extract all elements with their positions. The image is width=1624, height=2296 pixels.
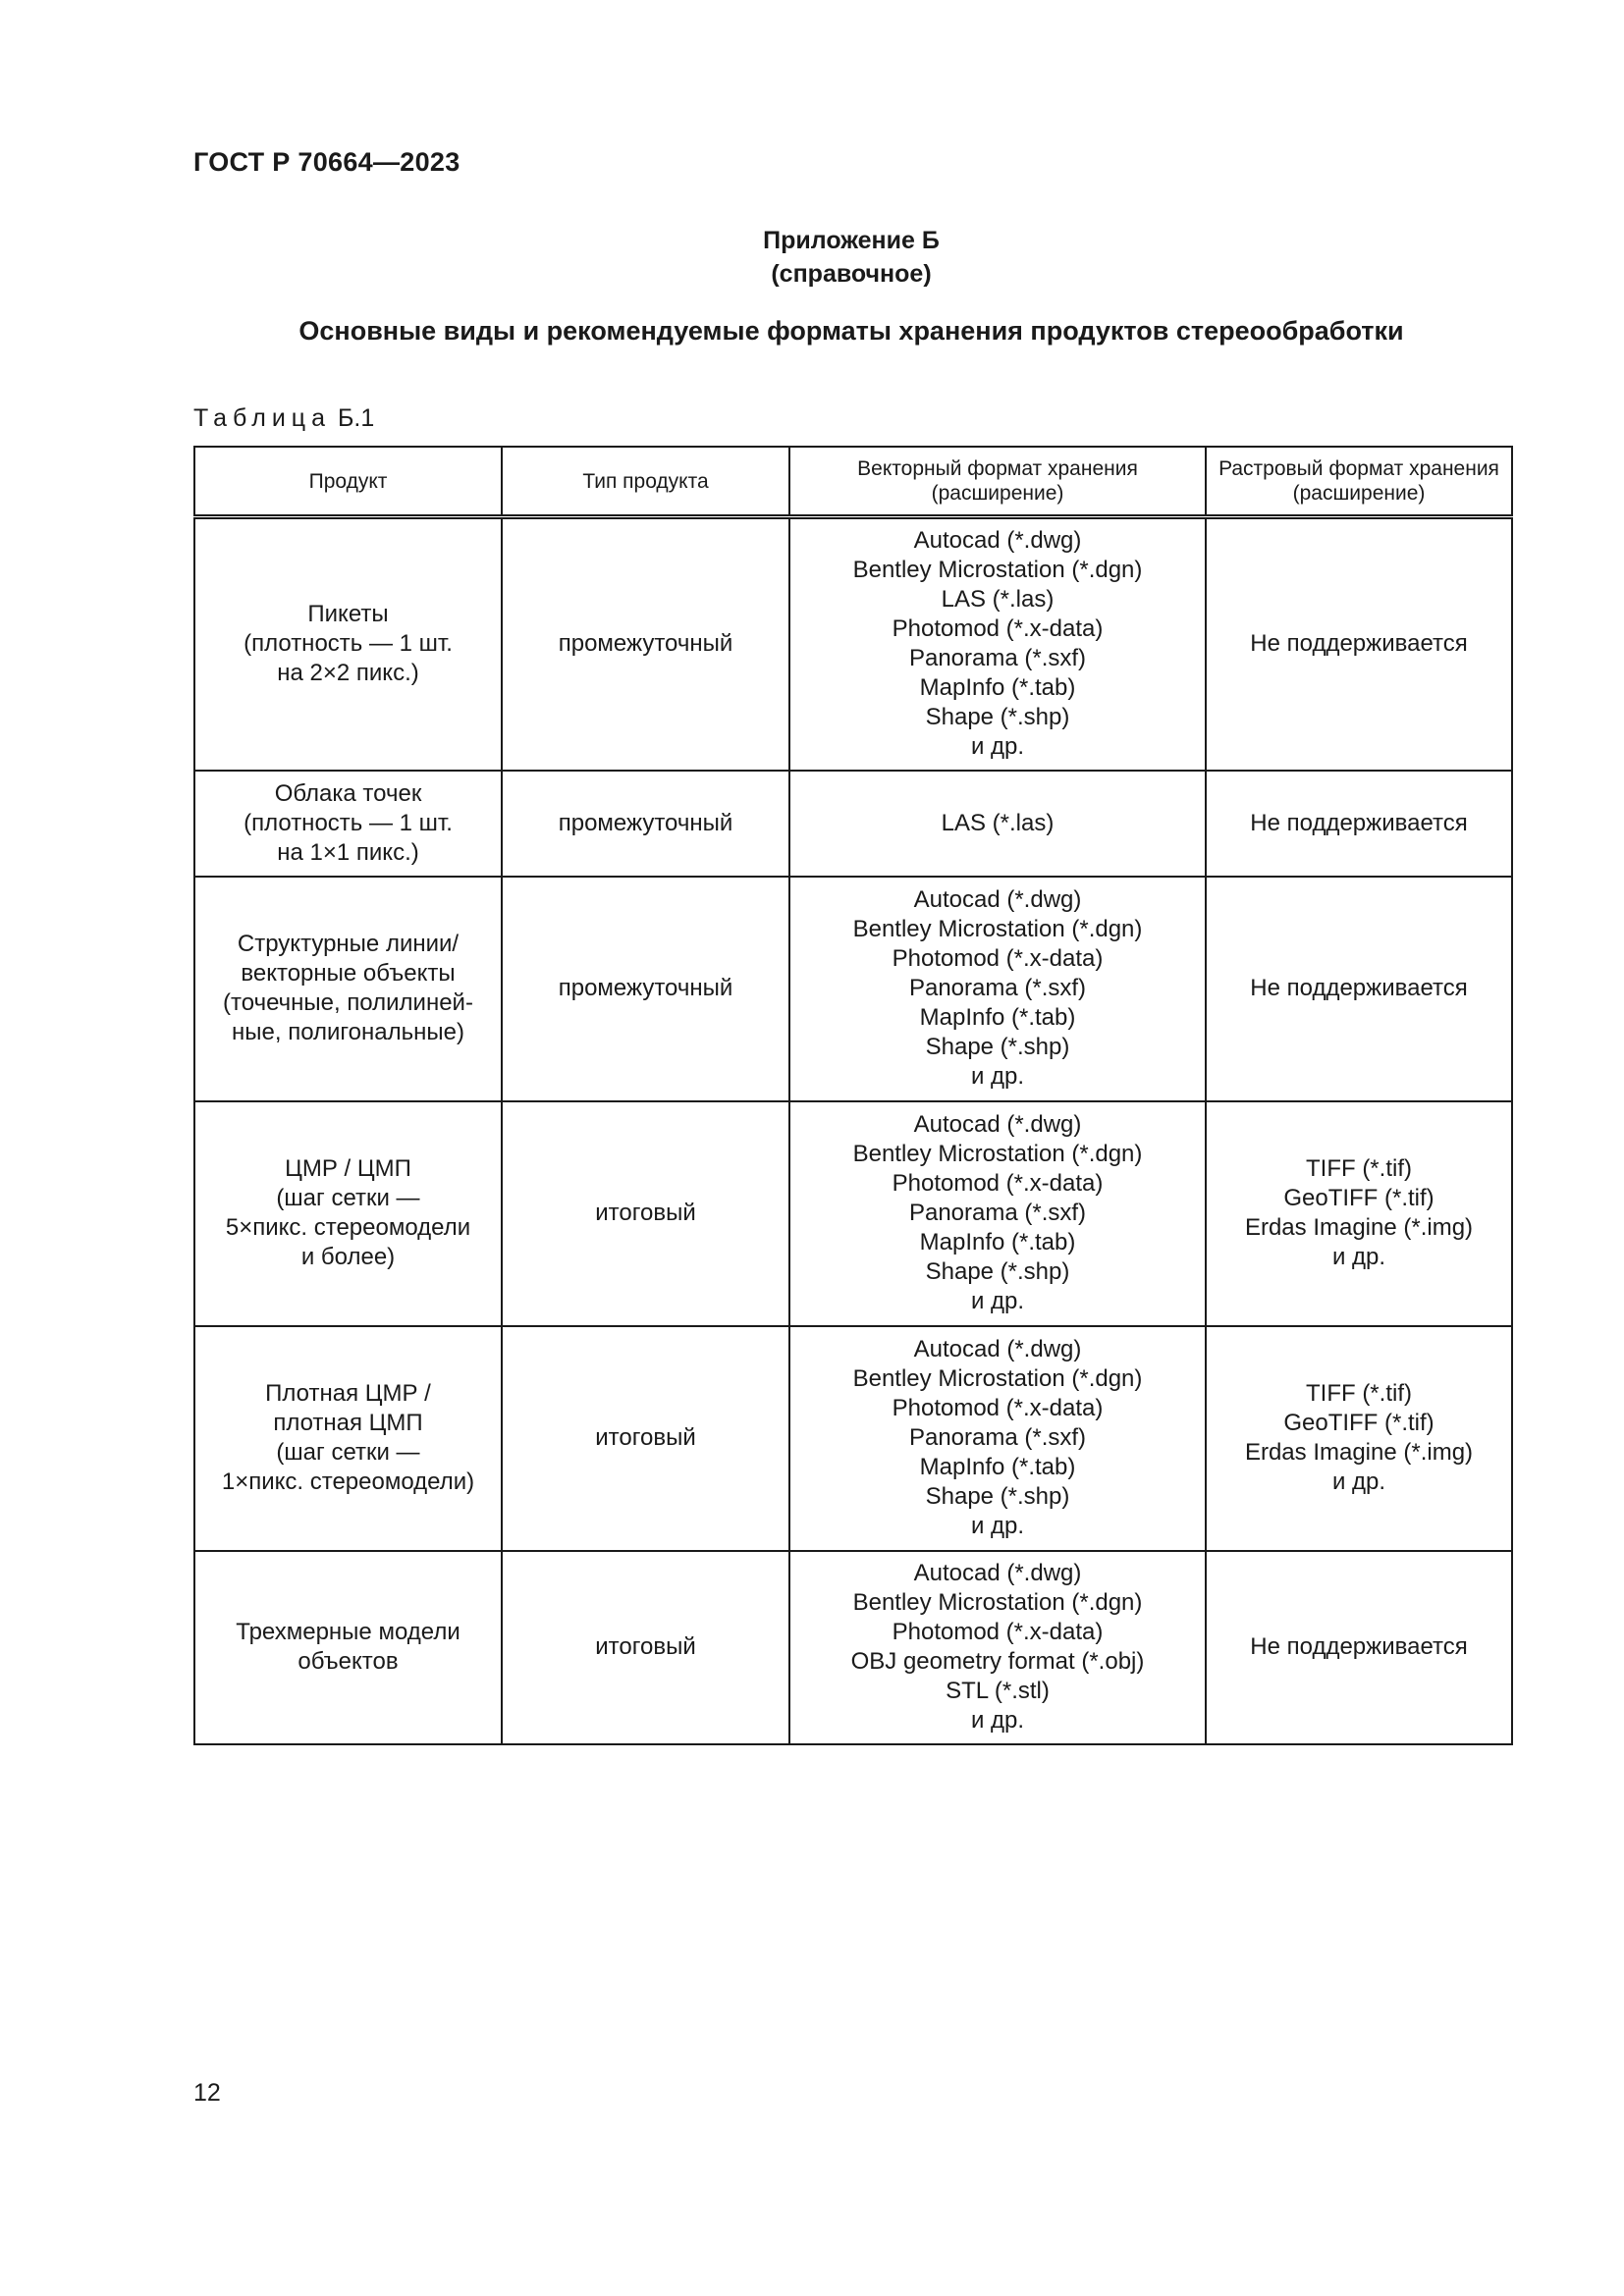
cell-vector [789, 1326, 1206, 1551]
cell-product [194, 771, 502, 877]
cell-vector-line: и др. [970, 1513, 1025, 1539]
cell-vector-line: Panorama (*.sxf) [908, 1200, 1087, 1226]
document-code: ГОСТ Р 70664—2023 [193, 147, 460, 177]
cell-vector-line: MapInfo (*.tab) [919, 1229, 1076, 1255]
cell-vector-line: и др. [970, 1288, 1025, 1314]
cell-product [194, 1326, 502, 1551]
table-caption [193, 404, 374, 433]
cell-vector-line: Shape (*.shp) [925, 1483, 1070, 1510]
table-row [194, 771, 1512, 877]
table-row [194, 1326, 1512, 1551]
cell-vector-line: Photomod (*.x-data) [892, 1619, 1104, 1645]
cell-vector-line: и др. [970, 1707, 1025, 1734]
cell-raster-line: TIFF (*.tif) [1306, 1155, 1412, 1182]
cell-vector-line: Bentley Microstation (*.dgn) [852, 1141, 1143, 1167]
cell-raster [1206, 771, 1512, 877]
table-row [194, 1551, 1512, 1744]
cell-raster-line: GeoTIFF (*.tif) [1283, 1185, 1435, 1211]
cell-vector-line: Panorama (*.sxf) [908, 975, 1087, 1001]
table-caption-word: Таблица [193, 404, 332, 432]
cell-raster [1206, 877, 1512, 1101]
cell-raster-line: Не поддерживается [1250, 630, 1468, 658]
cell-type: итоговый [502, 1551, 789, 1744]
cell-vector-line: MapInfo (*.tab) [919, 1004, 1076, 1031]
cell-raster [1206, 1551, 1512, 1744]
column-header-vector: Векторный формат хранения (расширение) [789, 447, 1206, 517]
column-header-type: Тип продукта [502, 447, 789, 517]
cell-raster-line: Не поддерживается [1250, 1633, 1468, 1660]
cell-product-line: (точечные, полилиней- [223, 989, 473, 1016]
cell-raster-line: Erdas Imagine (*.img) [1244, 1214, 1474, 1241]
cell-product-line: Плотная ЦМР / [265, 1380, 431, 1407]
table-row [194, 877, 1512, 1101]
cell-vector-line: LAS (*.las) [941, 586, 1055, 614]
cell-vector-line: OBJ geometry format (*.obj) [850, 1648, 1145, 1675]
cell-product-line: плотная ЦМП [273, 1410, 423, 1436]
page-number: 12 [193, 2079, 221, 2107]
cell-vector-line: Bentley Microstation (*.dgn) [852, 557, 1143, 584]
cell-type: итоговый [502, 1326, 789, 1551]
table-row [194, 1101, 1512, 1326]
cell-vector-line: Shape (*.shp) [925, 1034, 1070, 1060]
cell-product-line: (плотность — 1 шт. [244, 809, 453, 836]
cell-vector-line: Bentley Microstation (*.dgn) [852, 916, 1143, 942]
cell-type: итоговый [502, 1101, 789, 1326]
cell-vector-line: Autocad (*.dwg) [913, 1111, 1082, 1138]
cell-vector-line: Bentley Microstation (*.dgn) [852, 1589, 1143, 1616]
cell-product-line: векторные объекты [241, 960, 456, 987]
cell-vector-line: Photomod (*.x-data) [892, 1170, 1104, 1197]
cell-vector-line: LAS (*.las) [941, 809, 1055, 836]
appendix-heading [0, 224, 1624, 291]
cell-vector-line: Autocad (*.dwg) [913, 527, 1082, 555]
cell-raster [1206, 517, 1512, 771]
cell-product-line: Пикеты [307, 601, 389, 628]
cell-vector-line: Autocad (*.dwg) [913, 1336, 1082, 1362]
cell-vector-line: MapInfo (*.tab) [919, 1454, 1076, 1480]
cell-vector-line: STL (*.stl) [946, 1678, 1050, 1704]
cell-product [194, 1551, 502, 1744]
cell-raster [1206, 1326, 1512, 1551]
cell-vector-line: и др. [970, 733, 1025, 761]
cell-vector-line: MapInfo (*.tab) [919, 674, 1076, 702]
cell-raster-line: Не поддерживается [1250, 975, 1468, 1001]
table-header-row [194, 447, 1512, 517]
cell-vector [789, 877, 1206, 1101]
cell-vector [789, 1101, 1206, 1326]
cell-raster-line: Не поддерживается [1250, 809, 1468, 836]
cell-product-line: (плотность — 1 шт. [244, 630, 453, 658]
cell-raster-line: и др. [1331, 1468, 1386, 1495]
main-title: Основные виды и рекомендуемые форматы хранения продуктов стереообработки [298, 316, 1404, 346]
cell-raster-line: TIFF (*.tif) [1306, 1380, 1412, 1407]
cell-vector-line: Shape (*.shp) [925, 1258, 1070, 1285]
cell-product-line: и более) [300, 1244, 396, 1270]
cell-raster-line: Erdas Imagine (*.img) [1244, 1439, 1474, 1466]
cell-vector-line: Photomod (*.x-data) [892, 615, 1104, 643]
formats-table [193, 446, 1513, 1745]
appendix-subtitle: (справочное) [771, 260, 932, 288]
cell-raster-line: GeoTIFF (*.tif) [1283, 1410, 1435, 1436]
cell-type: промежуточный [502, 771, 789, 877]
cell-vector-line: и др. [970, 1063, 1025, 1090]
cell-product [194, 1101, 502, 1326]
cell-type: промежуточный [502, 877, 789, 1101]
cell-raster-line: и др. [1331, 1244, 1386, 1270]
cell-vector [789, 771, 1206, 877]
table-body [194, 517, 1512, 1744]
cell-vector-line: Shape (*.shp) [925, 704, 1070, 731]
table-caption-number: Б.1 [337, 404, 375, 432]
cell-product-line: на 2×2 пикс.) [277, 660, 419, 687]
appendix-title: Приложение Б [763, 227, 940, 254]
cell-vector-line: Autocad (*.dwg) [913, 886, 1082, 913]
cell-product-line: Облака точек [274, 779, 422, 807]
cell-vector-line: Bentley Microstation (*.dgn) [852, 1365, 1143, 1392]
cell-vector-line: Panorama (*.sxf) [908, 645, 1087, 672]
cell-product-line: ЦМР / ЦМП [285, 1155, 411, 1182]
cell-product [194, 517, 502, 771]
cell-vector-line: Photomod (*.x-data) [892, 945, 1104, 972]
cell-vector-line: Panorama (*.sxf) [908, 1424, 1087, 1451]
cell-product-line: 5×пикс. стереомодели [225, 1214, 471, 1241]
cell-type: промежуточный [502, 517, 789, 771]
cell-vector-line: Photomod (*.x-data) [892, 1395, 1104, 1421]
cell-vector [789, 517, 1206, 771]
cell-product [194, 877, 502, 1101]
cell-product-line: 1×пикс. стереомодели) [221, 1468, 475, 1495]
cell-product-line: объектов [298, 1648, 399, 1675]
cell-raster [1206, 1101, 1512, 1326]
cell-product-line: на 1×1 пикс.) [277, 838, 419, 866]
cell-vector-line: Autocad (*.dwg) [913, 1560, 1082, 1586]
column-header-product: Продукт [194, 447, 502, 517]
cell-product-line: (шаг сетки — [276, 1439, 420, 1466]
table-row [194, 517, 1512, 771]
column-header-raster: Растровый формат хранения (расширение) [1206, 447, 1512, 517]
cell-product-line: Трехмерные модели [236, 1619, 460, 1645]
cell-product-line: Структурные линии/ [237, 931, 460, 957]
cell-vector [789, 1551, 1206, 1744]
cell-product-line: ные, полигональные) [232, 1019, 464, 1045]
cell-product-line: (шаг сетки — [276, 1185, 420, 1211]
